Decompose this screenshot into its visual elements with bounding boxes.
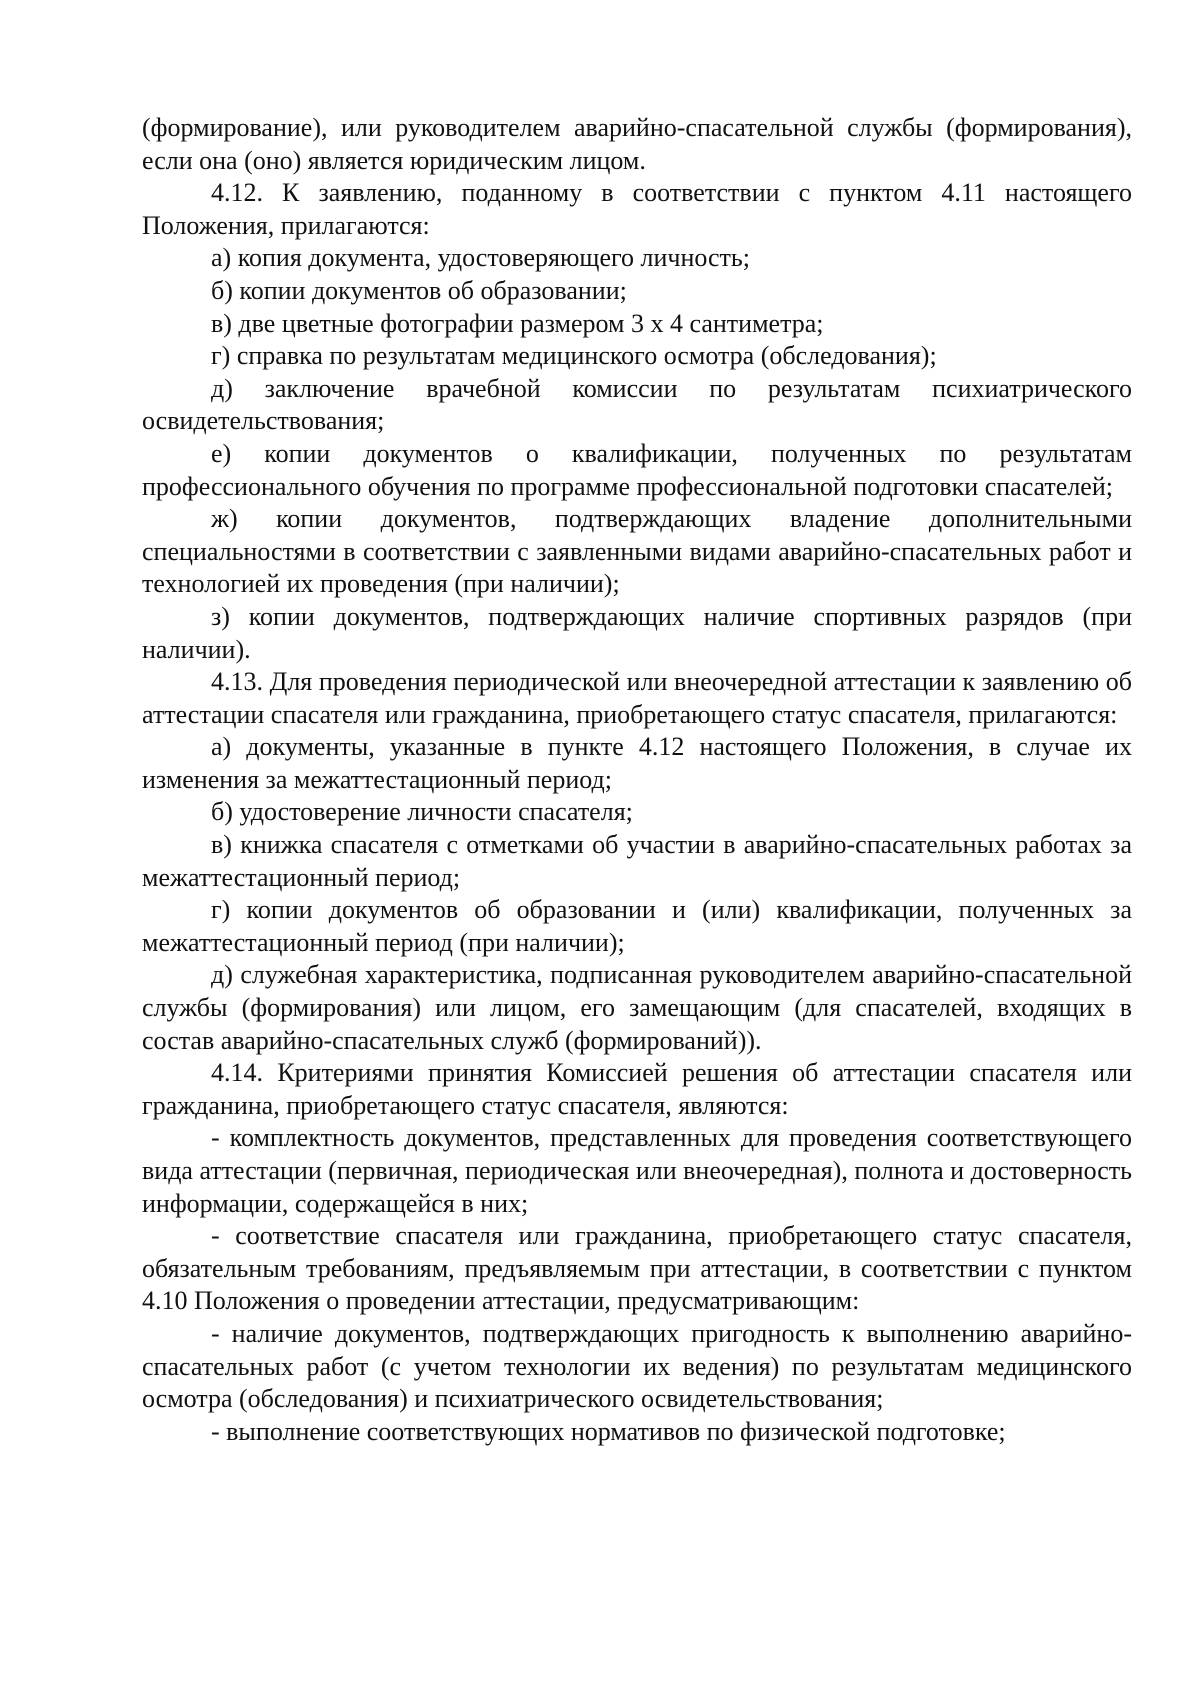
- bullet-item-compliance: - соответствие спасателя или гражданина, приобретающего статус спасателя, обязательным требованиям, предъявляемым при аттестации, в соответствии с пунктом 4.10 Положения о проведении аттестации, предусматривающим:: [142, 1221, 1132, 1316]
- list-item-4-13-g: г) копии документов об образовании и (или) квалификации, полученных за межаттестационный период (при наличии);: [142, 895, 1132, 957]
- paragraph-4-14: 4.14. Критериями принятия Комиссией решения об аттестации спасателя или гражданина, приобретающего статус спасателя, являются:: [142, 1058, 1132, 1120]
- bullet-item-physical-standards: - выполнение соответствующих нормативов по физической подготовке;: [211, 1416, 1006, 1446]
- list-item-4-13-d: д) служебная характеристика, подписанная руководителем аварийно-спасательной службы (формирования) или лицом, его замещающим (для спасателей, входящих в состав аварийно-спасательных служб (формирований)).: [142, 960, 1132, 1055]
- list-item-4-12-d: д) заключение врачебной комиссии по результатам психиатрического освидетельствования;: [142, 373, 1132, 436]
- list-item-4-12-zh: ж) копии документов, подтверждающих владение дополнительными специальностями в соответствии с заявленными видами аварийно-спасательных работ и технологией их проведения (при наличии);: [142, 504, 1132, 599]
- bullet-item-medical-documents: - наличие документов, подтверждающих пригодность к выполнению аварийно-спасательных работ (с учетом технологии их ведения) по результатам медицинского осмотра (обследования) и психиатрического освидетельствования;: [142, 1318, 1132, 1414]
- paragraph-4-13: 4.13. Для проведения периодической или внеочередной аттестации к заявлению об аттестации спасателя или гражданина, приобретающего статус спасателя, прилагаются:: [142, 667, 1132, 729]
- list-item-4-12-a: а) копия документа, удостоверяющего личность;: [211, 243, 751, 273]
- list-item-4-12-e: е) копии документов о квалификации, полученных по результатам профессионального обучения по программе профессиональной подготовки спасателей;: [142, 438, 1132, 501]
- document-body: [142, 112, 1132, 1448]
- list-item-4-12-g: г) справка по результатам медицинского осмотра (обследования);: [211, 341, 937, 371]
- list-item-4-12-z: з) копии документов, подтверждающих наличие спортивных разрядов (при наличии).: [142, 601, 1132, 664]
- paragraph-continuation: (формирование), или руководителем аварийно-спасательной службы (формирования), если она (оно) является юридическим лицом.: [142, 113, 1132, 175]
- list-item-4-13-v: в) книжка спасателя с отметками об участии в аварийно-спасательных работах за межаттестационный период;: [142, 830, 1132, 892]
- bullet-item-completeness: - комплектность документов, представленных для проведения соответствующего вида аттестации (первичная, периодическая или внеочередная), полнота и достоверность информации, содержащейся в них;: [142, 1123, 1132, 1218]
- paragraph-4-12: 4.12. К заявлению, поданному в соответствии с пунктом 4.11 настоящего Положения, прилагаются:: [142, 178, 1132, 240]
- list-item-4-13-b: б) удостоверение личности спасателя;: [211, 797, 633, 827]
- list-item-4-13-a: а) документы, указанные в пункте 4.12 настоящего Положения, в случае их изменения за межаттестационный период;: [142, 732, 1132, 794]
- list-item-4-12-b: б) копии документов об образовании;: [211, 275, 627, 305]
- list-item-4-12-v: в) две цветные фотографии размером 3 x 4 сантиметра;: [211, 308, 824, 338]
